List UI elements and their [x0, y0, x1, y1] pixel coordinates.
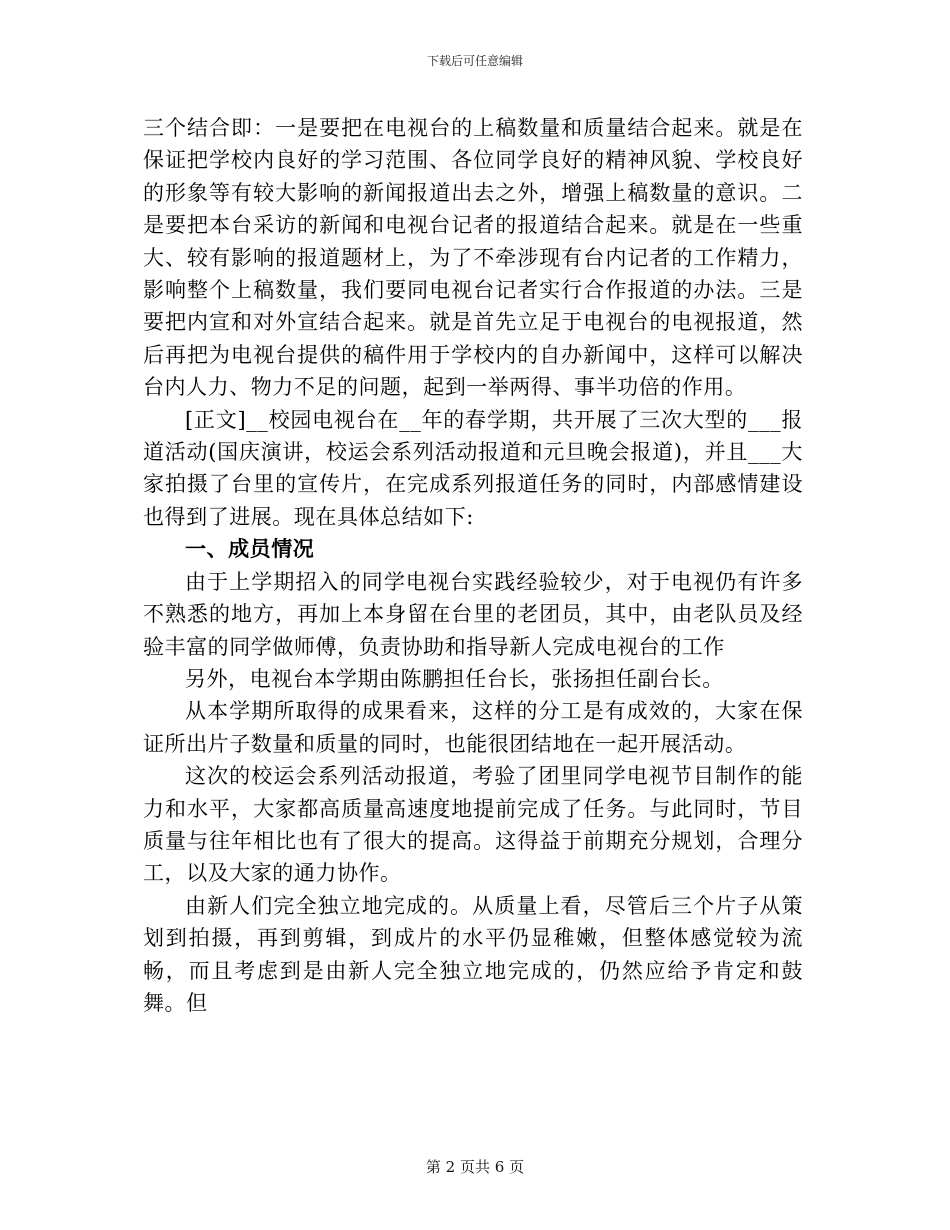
document-body [143, 112, 803, 1019]
paragraph-station-leaders: 另外，电视台本学期由陈鹏担任台长，张扬担任副台长。 [185, 666, 724, 691]
paragraph-sports-meet-report: 这次的校运会系列活动报道，考验了团里同学电视节目制作的能力和水平，大家都高质量高速度地提前完成了任务。与此同时，节目质量与往年相比也有了很大的提高。这得益于前期充分规划，合理分工，以及大家的通力协作。 [143, 764, 803, 886]
paragraph-three-combinations: 三个结合即：一是要把在电视台的上稿数量和质量结合起来。就是在保证把学校内良好的学习范围、各位同学良好的精神风貌、学校良好的形象等有较大影响的新闻报道出去之外，增强上稿数量的意识。二是要把本台采访的新闻和电视台记者的报道结合起来。就是在一些重大、较有影响的报道题材上，为了不牵涉现有台内记者的工作精力，影响整个上稿数量，我们要同电视台记者实行合作报道的办法。三是要把内宣和对外宣结合起来。就是首先立足于电视台的电视报道，然后再把为电视台提供的稿件用于学校内的自办新闻中，这样可以解决台内人力、物力不足的问题，起到一举两得、事半功倍的作用。 [143, 116, 803, 400]
section-heading-members: 一、成员情况 [185, 536, 315, 562]
paragraph-division-results: 从本学期所取得的成果看来，这样的分工是有成效的，大家在保证所出片子数量和质量的同时，也能很团结地在一起开展活动。 [143, 699, 803, 756]
paragraph-main-text-intro: [正文]__校园电视台在__年的春学期，共开展了三次大型的___报道活动(国庆演讲，校运会系列活动报道和元旦晚会报道)，并且___大家拍摄了台里的宣传片，在完成系列报道任务的同时，内部感情建设也得到了进展。现在具体总结如下: [143, 407, 803, 529]
paragraph-new-members-work: 由新人们完全独立地完成的。从质量上看，尽管后三个片子从策划到拍摄，再到剪辑，到成片的水平仍显稚嫩，但整体感觉较为流畅，而且考虑到是由新人完全独立地完成的，仍然应给予肯定和鼓舞。但 [143, 893, 803, 1015]
page-header: 下载后可任意编辑 [426, 54, 523, 68]
paragraph-member-experience: 由于上学期招入的同学电视台实践经验较少，对于电视仍有许多不熟悉的地方，再加上本身留在台里的老团员，其中，由老队员及经验丰富的同学做师傅，负责协助和指导新人完成电视台的工作 [143, 569, 803, 659]
page-footer: 第 2 页共 6 页 [425, 1158, 525, 1176]
